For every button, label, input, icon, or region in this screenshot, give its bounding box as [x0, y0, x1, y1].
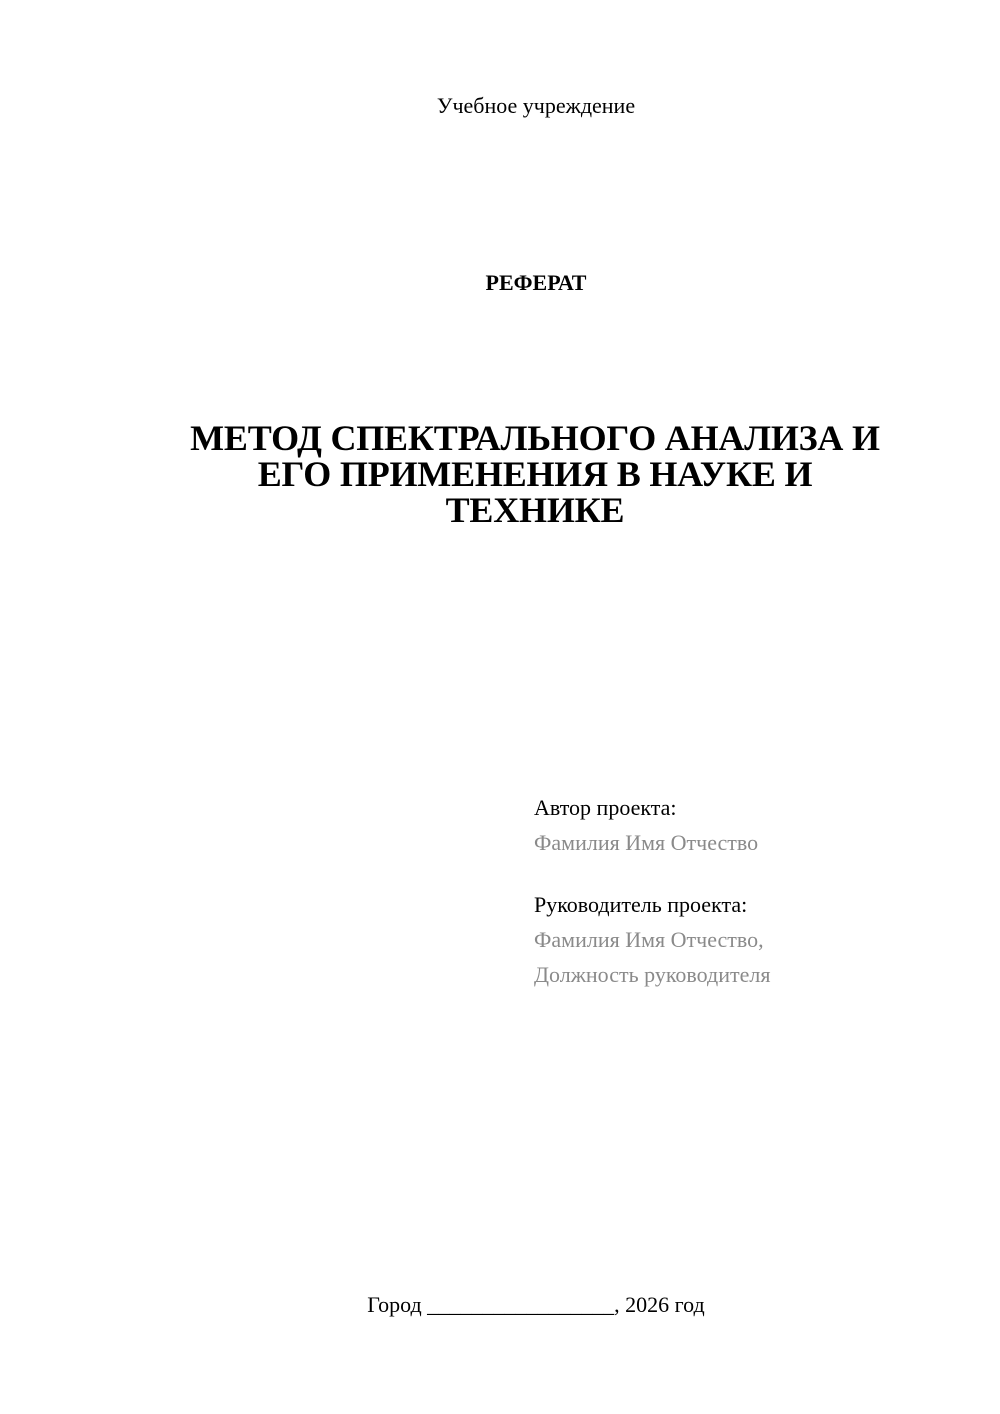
signature-spacer — [534, 860, 974, 887]
author-label: Автор проекта: — [534, 795, 677, 820]
supervisor-position: Должность руководителя — [534, 962, 771, 987]
supervisor-name: Фамилия Имя Отчество, — [534, 927, 764, 952]
supervisor-label: Руководитель проекта: — [534, 892, 748, 917]
signature-block — [534, 790, 974, 992]
title-line-1: МЕТОД СПЕКТРАЛЬНОГО АНАЛИЗА И — [190, 418, 880, 458]
document-title — [160, 420, 910, 528]
institution-name: Учебное учреждение — [436, 93, 636, 118]
document-type: РЕФЕРАТ — [485, 270, 587, 295]
author-name: Фамилия Имя Отчество — [534, 830, 759, 855]
city-year-line: Город _________________, 2026 год — [367, 1292, 705, 1317]
title-line-2: ЕГО ПРИМЕНЕНИЯ В НАУКЕ И — [257, 454, 813, 494]
title-line-3: ТЕХНИКЕ — [445, 490, 625, 530]
